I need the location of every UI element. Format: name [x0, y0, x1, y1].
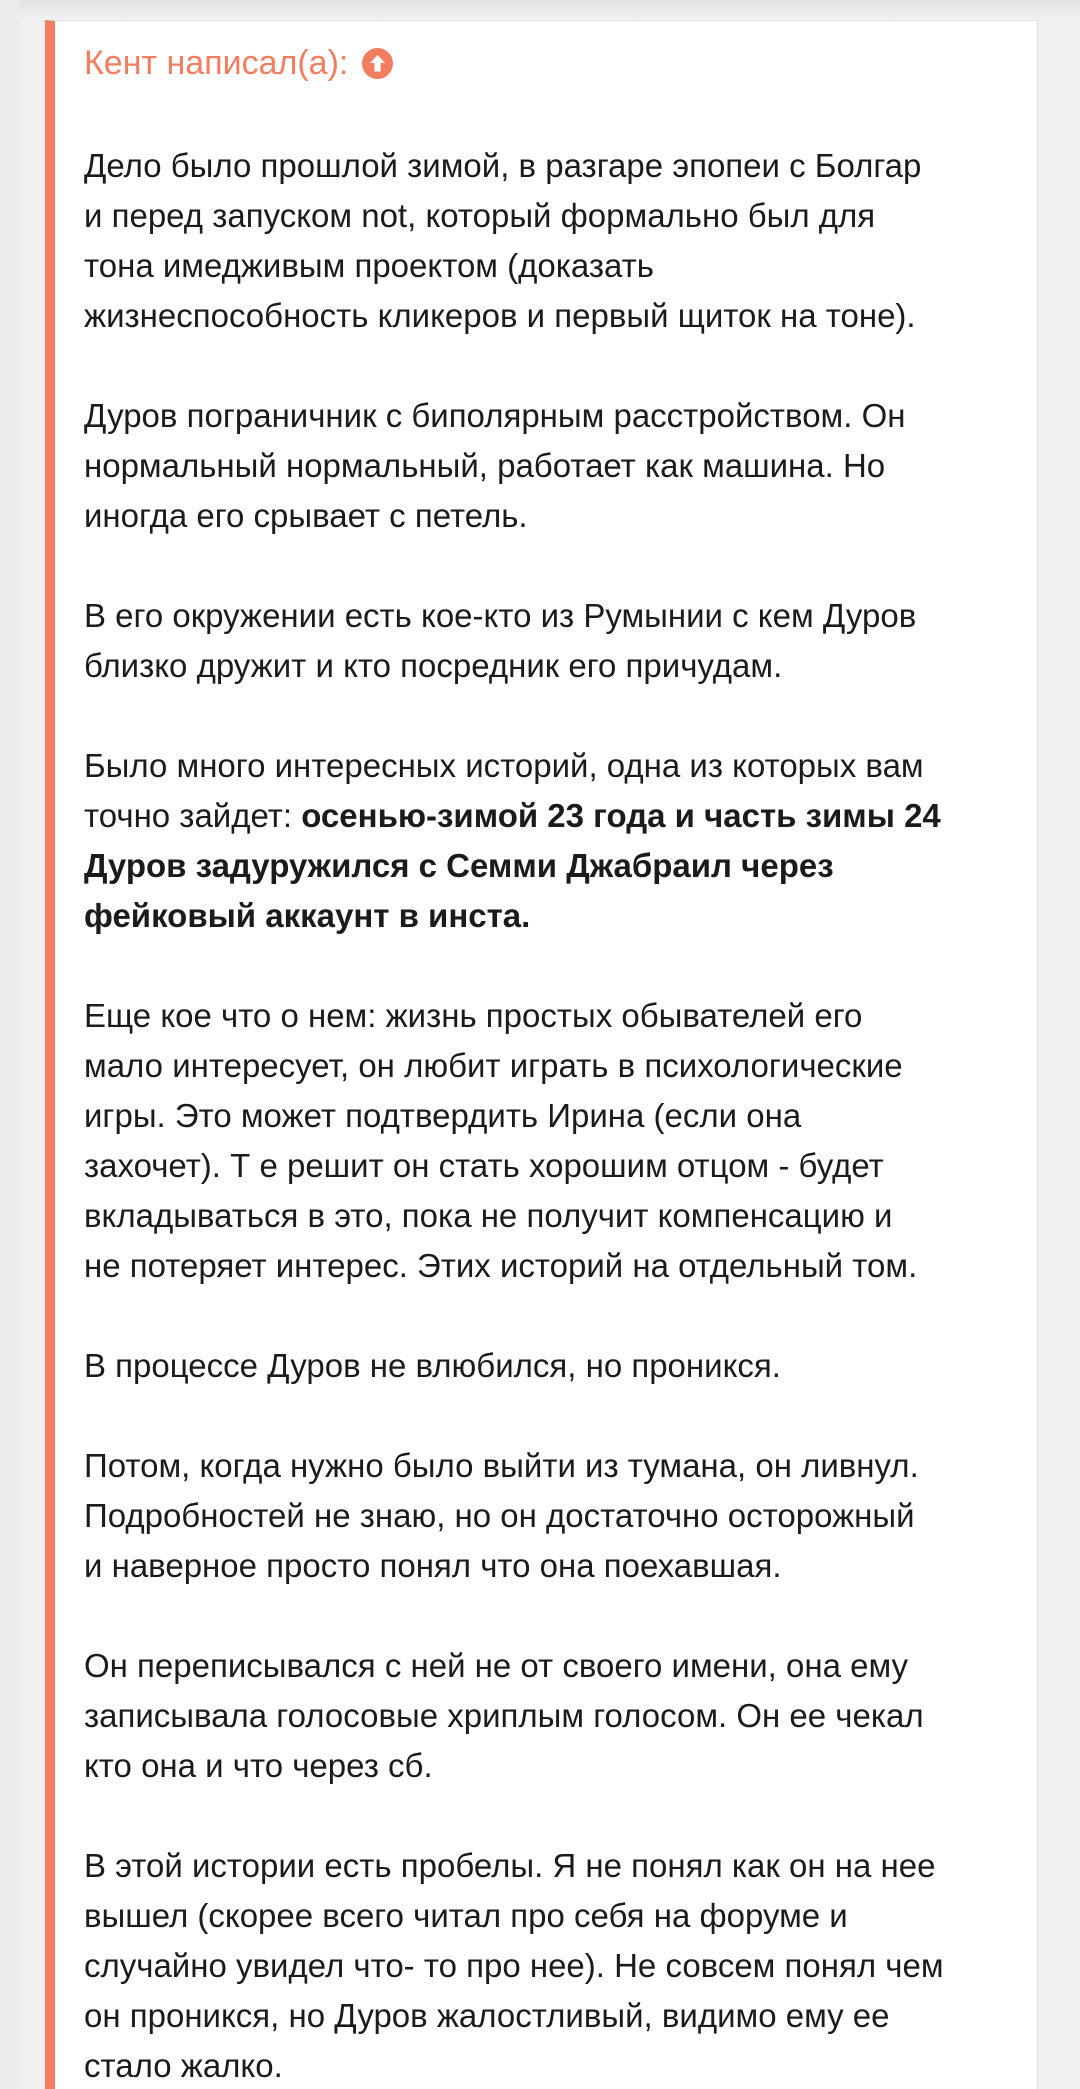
text-line: Дело было прошлой зимой, в разгаре эпопеи с Болгар: [84, 147, 922, 184]
text-line-bold: фейковый аккаунт в инста.: [84, 897, 531, 934]
paragraph-6: [84, 1341, 1044, 1391]
text-line: и наверное просто понял что она поехавшая.: [84, 1547, 782, 1584]
text-line: В его окружении есть кое-кто из Румынии с кем Дуров: [84, 597, 917, 634]
text-line: он проникся, но Дуров жалостливый, видимо ему ее: [84, 1997, 890, 2034]
text-line: стало жалко.: [84, 2047, 283, 2084]
text-line: жизнеспособность кликеров и первый щиток на тоне).: [84, 297, 916, 334]
text-line: Было много интересных историй, одна из которых вам: [84, 747, 924, 784]
text-line: тона имедживым проектом (доказать: [84, 247, 654, 284]
text-line-mixed: [84, 791, 1044, 841]
quote-header: [84, 43, 393, 83]
paragraph-2: [84, 391, 1044, 541]
text-line: вышел (скорее всего читал про себя на форуме и: [84, 1897, 848, 1934]
quote-text: [84, 141, 1044, 2089]
text-line: Дуров пограничник с биполярным расстройством. Он: [84, 397, 906, 434]
text-line: нормальный нормальный, работает как машина. Но: [84, 447, 886, 484]
text-line: случайно увидел что- то про нее). Не совсем понял чем: [84, 1947, 944, 1984]
left-margin: [0, 0, 20, 2089]
paragraph-7: [84, 1441, 1044, 1591]
paragraph-3: [84, 591, 1044, 691]
arrow-up-circle-icon[interactable]: [362, 48, 393, 79]
text-line: захочет). Т е решит он стать хорошим отцом - будет: [84, 1147, 884, 1184]
text-line: близко дружит и кто посредник его причудам.: [84, 647, 783, 684]
paragraph-1: [84, 141, 1044, 341]
paragraph-9: [84, 1841, 1044, 2089]
quote-author-label[interactable]: Кент написал(а):: [84, 44, 349, 82]
text-line: Он переписывался с ней не от своего имени, она ему: [84, 1647, 909, 1684]
paragraph-5: [84, 991, 1044, 1291]
text-line: вкладываться в это, пока не получит компенсацию и: [84, 1197, 893, 1234]
text-line: мало интересует, он любит играть в психологические: [84, 1047, 903, 1084]
text-line: записывала голосовые хриплым голосом. Он ее чекал: [84, 1697, 924, 1734]
text-bold: осенью-зимой 23 года и часть зимы 24: [301, 797, 941, 834]
text-line: В этой истории есть пробелы. Я не понял как он на нее: [84, 1847, 936, 1884]
quote-block: [45, 20, 1038, 2089]
text-line: кто она и что через сб.: [84, 1747, 433, 1784]
text-plain: точно зайдет:: [84, 797, 302, 834]
text-line: Еще кое что о нем: жизнь простых обывателей его: [84, 997, 863, 1034]
page-top-edge: [0, 0, 1080, 20]
text-line: не потеряет интерес. Этих историй на отдельный том.: [84, 1247, 918, 1284]
paragraph-8: [84, 1641, 1044, 1791]
text-line: иногда его срывает с петель.: [84, 497, 528, 534]
text-line: Потом, когда нужно было выйти из тумана, он ливнул.: [84, 1447, 919, 1484]
paragraph-4: [84, 741, 1044, 941]
text-line: Подробностей не знаю, но он достаточно осторожный: [84, 1497, 915, 1534]
text-line: В процессе Дуров не влюбился, но проникся.: [84, 1347, 781, 1384]
text-line-bold: Дуров задуружился с Семми Джабраил через: [84, 847, 834, 884]
text-line: и перед запуском not, который формально был для: [84, 197, 876, 234]
text-line: игры. Это может подтвердить Ирина (если она: [84, 1097, 802, 1134]
